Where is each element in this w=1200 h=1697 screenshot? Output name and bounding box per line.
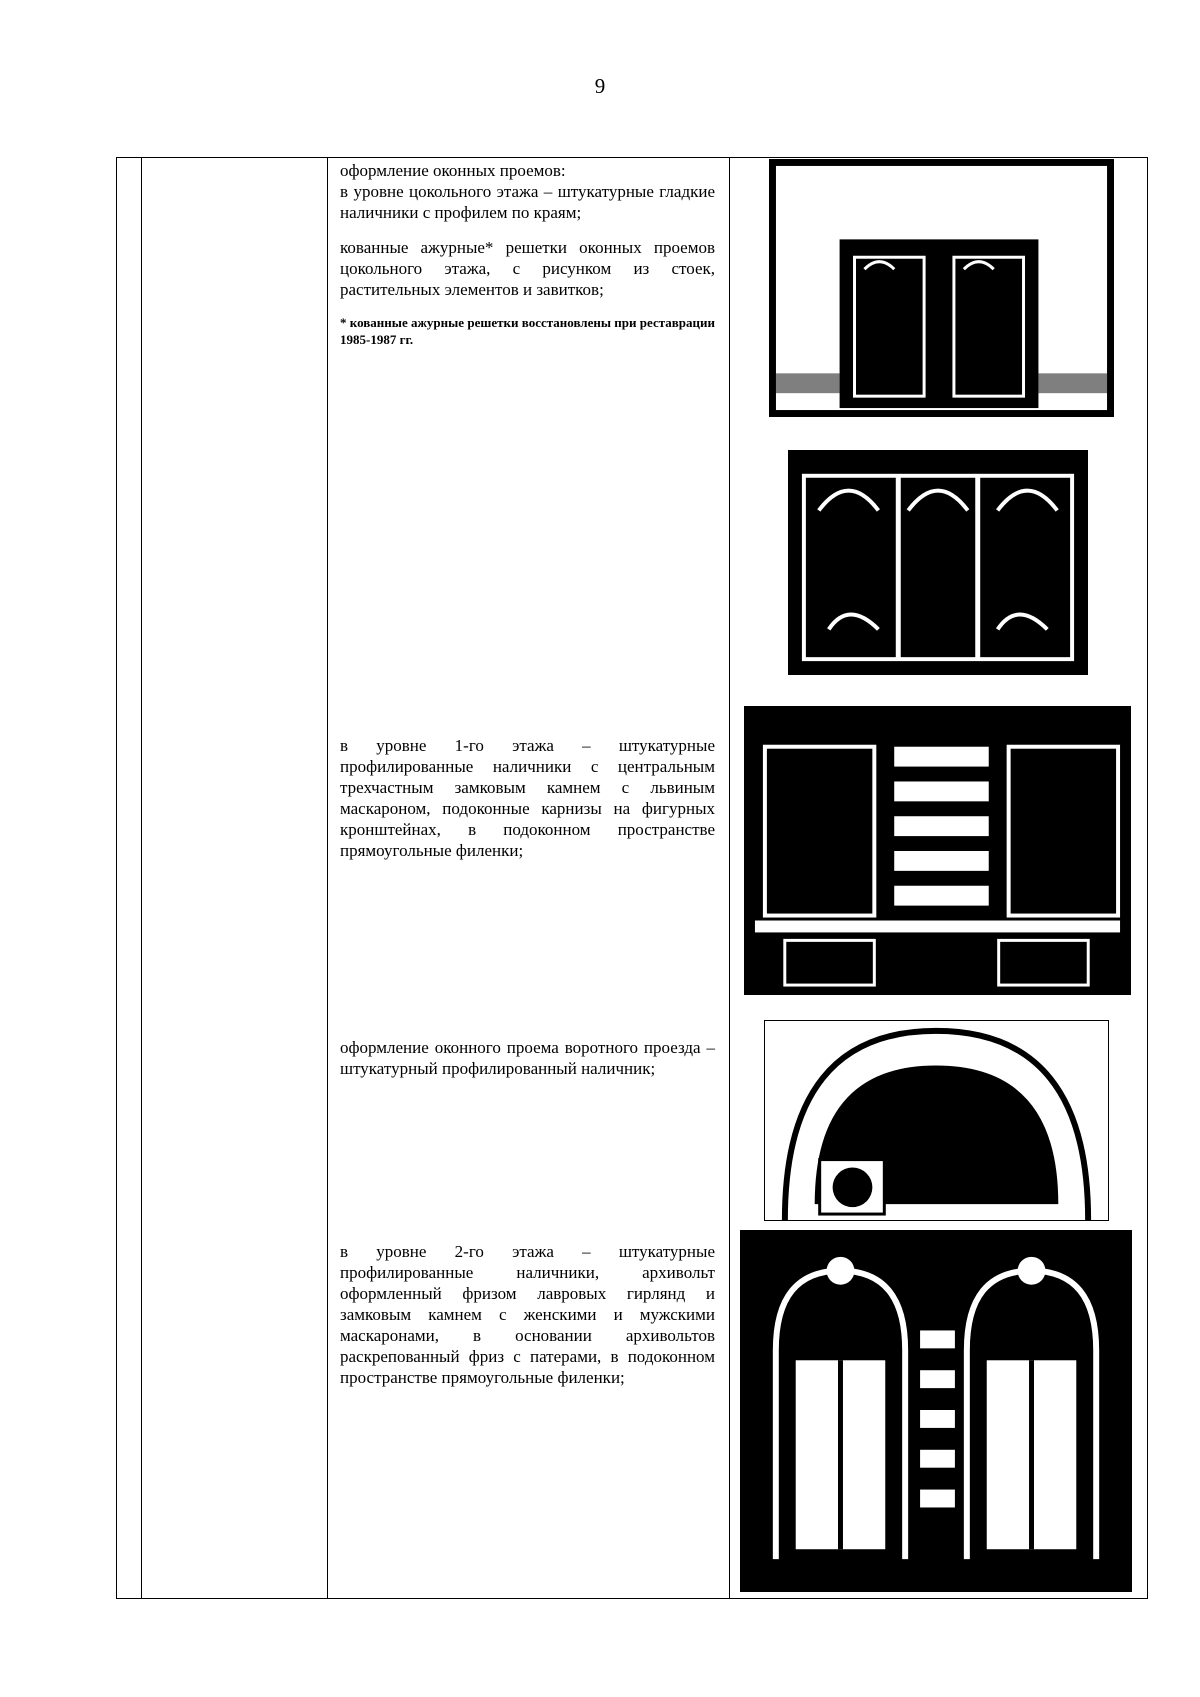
column-divider-2 — [327, 158, 328, 1598]
gateway-window-photo — [764, 1020, 1109, 1221]
footnote: * кованные ажурные решетки восстановлены при реставрации 1985-1987 гг. — [340, 315, 715, 347]
gateway-window-text: оформление оконного проема воротного проезда – штукатурный профилированный наличник; — [340, 1038, 715, 1078]
basement-text-block — [340, 160, 715, 348]
second-floor-window-photo — [740, 1230, 1132, 1592]
column-divider-1 — [141, 158, 142, 1598]
window-treatment-heading: оформление оконных проемов: — [340, 161, 566, 180]
column-divider-3 — [729, 158, 730, 1598]
wrought-grilles-text: кованные ажурные* решетки оконных проемов цокольного этажа, с рисунком из стоек, растительных элементов и завитков; — [340, 238, 715, 299]
page-number: 9 — [594, 74, 606, 98]
second-floor-text: в уровне 2-го этажа – штукатурные профилированные наличники, архивольт оформленный фризом лавровых гирлянд и замковым камнем с женскими и мужскими маскаронами, в основании архивольтов раскрепованный фриз с патерами, в подоконном пространстве прямоугольные филенки; — [340, 1242, 715, 1387]
basement-window-photo — [769, 159, 1114, 417]
wrought-grille-photo — [788, 450, 1088, 675]
basement-level-text: в уровне цокольного этажа – штукатурные гладкие наличники с профилем по краям; — [340, 182, 715, 222]
first-floor-text: в уровне 1-го этажа – штукатурные профилированные наличники с центральным трехчастным замковым камнем с львиным маскароном, подоконные карнизы на фигурных кронштейнах, в подоконном пространстве прямоугольные филенки; — [340, 736, 715, 860]
first-floor-window-photo — [744, 706, 1131, 995]
